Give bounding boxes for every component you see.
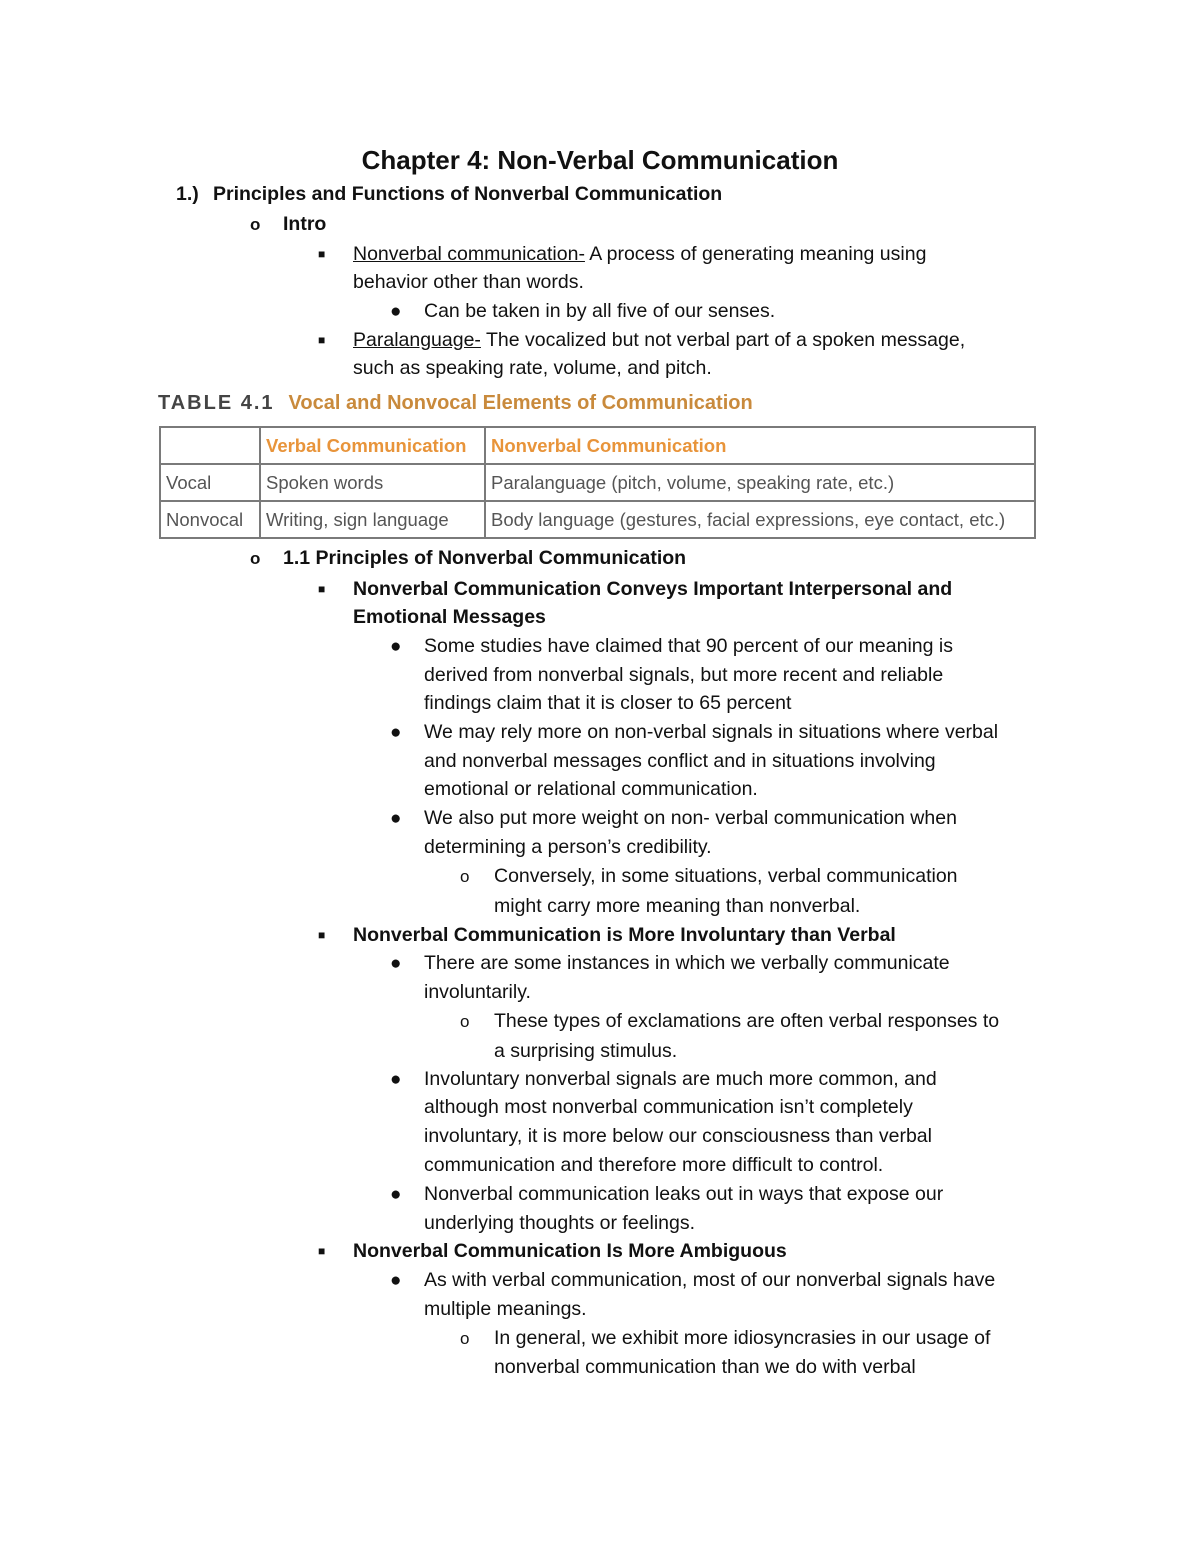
table-cell: Body language (gestures, facial expressions, eye contact, etc.) (485, 501, 1035, 538)
square-bullet-icon: ■ (318, 333, 326, 347)
table-header-cell (160, 427, 260, 464)
list-item: Involuntary nonverbal signals are much more common, and (424, 1068, 937, 1090)
list-item: might carry more meaning than nonverbal. (494, 895, 861, 917)
definition-nonverbal (353, 240, 926, 269)
list-item: We may rely more on non-verbal signals in situations where verbal (424, 721, 999, 743)
list-item: involuntary, it is more below our consciousness than verbal (424, 1125, 932, 1147)
list-item: a surprising stimulus. (494, 1040, 678, 1062)
list-item: multiple meanings. (424, 1298, 587, 1320)
table-row (160, 464, 1035, 501)
bullet-icon: ● (390, 953, 402, 974)
page-title: Chapter 4: Non-Verbal Communication (361, 145, 839, 175)
comparison-table (159, 426, 1036, 539)
bullet-icon: ● (390, 1184, 402, 1205)
list-item: Conversely, in some situations, verbal communication (494, 865, 958, 887)
list-item: derived from nonverbal signals, but more recent and reliable (424, 664, 944, 686)
definition-text: behavior other than words. (353, 271, 584, 293)
list-item: As with verbal communication, most of our nonverbal signals have (424, 1269, 996, 1291)
table-number: TABLE 4.1 (158, 392, 275, 414)
hollow-bullet-icon: o (460, 1329, 470, 1348)
bullet-icon: ● (390, 636, 402, 657)
term-paralanguage: Paralanguage- (353, 329, 481, 351)
section-heading: Principles and Functions of Nonverbal Communication (213, 183, 723, 205)
list-item: underlying thoughts or feelings. (424, 1212, 696, 1234)
list-item: These types of exclamations are often verbal responses to (494, 1010, 1000, 1032)
table-cell: Paralanguage (pitch, volume, speaking rate, etc.) (485, 464, 1035, 501)
bullet-icon: ● (390, 1270, 402, 1291)
list-item: nonverbal communication than we do with verbal (494, 1356, 916, 1378)
square-bullet-icon: ■ (318, 247, 326, 261)
list-item: Nonverbal communication leaks out in ways that expose our (424, 1183, 944, 1205)
table-cell: Spoken words (260, 464, 485, 501)
list-item: and nonverbal messages conflict and in situations involving (424, 750, 936, 772)
list-item: communication and therefore more difficult to control. (424, 1154, 884, 1176)
definition-text: A process of generating meaning using (584, 243, 927, 265)
definition-text: The vocalized but not verbal part of a spoken message, (480, 329, 966, 351)
table-cell: Vocal (160, 464, 260, 501)
table-cell: Nonvocal (160, 501, 260, 538)
intro-heading: Intro (283, 213, 327, 235)
table-header-cell: Nonverbal Communication (485, 427, 1035, 464)
definition-paralanguage (353, 326, 965, 355)
bullet-icon: ● (390, 808, 402, 829)
principle-heading: Nonverbal Communication Is More Ambiguous (353, 1240, 787, 1262)
principle-heading: Emotional Messages (353, 606, 546, 628)
list-item: Can be taken in by all five of our senses. (424, 300, 776, 322)
list-item: findings claim that it is closer to 65 percent (424, 692, 792, 714)
term-nonverbal: Nonverbal communication- (353, 243, 585, 265)
table-title: Vocal and Nonvocal Elements of Communication (288, 392, 753, 414)
principle-heading: Nonverbal Communication Conveys Important Interpersonal and (353, 578, 953, 600)
hollow-bullet-icon: o (250, 215, 261, 234)
list-item: Some studies have claimed that 90 percent of our meaning is (424, 635, 953, 657)
table-caption (158, 389, 753, 417)
bullet-icon: ● (390, 1069, 402, 1090)
table-row (160, 501, 1035, 538)
hollow-bullet-icon: o (460, 1012, 470, 1031)
list-item: although most nonverbal communication isn’t completely (424, 1096, 913, 1118)
list-item: involuntarily. (424, 981, 531, 1003)
table-header-cell: Verbal Communication (260, 427, 485, 464)
hollow-bullet-icon: o (250, 549, 261, 568)
hollow-bullet-icon: o (460, 867, 470, 886)
square-bullet-icon: ■ (318, 1244, 326, 1258)
list-item: In general, we exhibit more idiosyncrasies in our usage of (494, 1327, 991, 1349)
section-number: 1.) (176, 183, 199, 205)
bullet-icon: ● (390, 722, 402, 743)
bullet-icon: ● (390, 301, 402, 322)
table-header-row (160, 427, 1035, 464)
list-item: determining a person’s credibility. (424, 836, 712, 858)
definition-text: such as speaking rate, volume, and pitch. (353, 357, 712, 379)
list-item: We also put more weight on non- verbal communication when (424, 807, 957, 829)
principle-heading: Nonverbal Communication is More Involuntary than Verbal (353, 924, 896, 946)
square-bullet-icon: ■ (318, 928, 326, 942)
list-item: There are some instances in which we verbally communicate (424, 952, 950, 974)
square-bullet-icon: ■ (318, 582, 326, 596)
table-cell: Writing, sign language (260, 501, 485, 538)
subsection-heading: 1.1 Principles of Nonverbal Communication (283, 547, 687, 569)
list-item: emotional or relational communication. (424, 778, 758, 800)
